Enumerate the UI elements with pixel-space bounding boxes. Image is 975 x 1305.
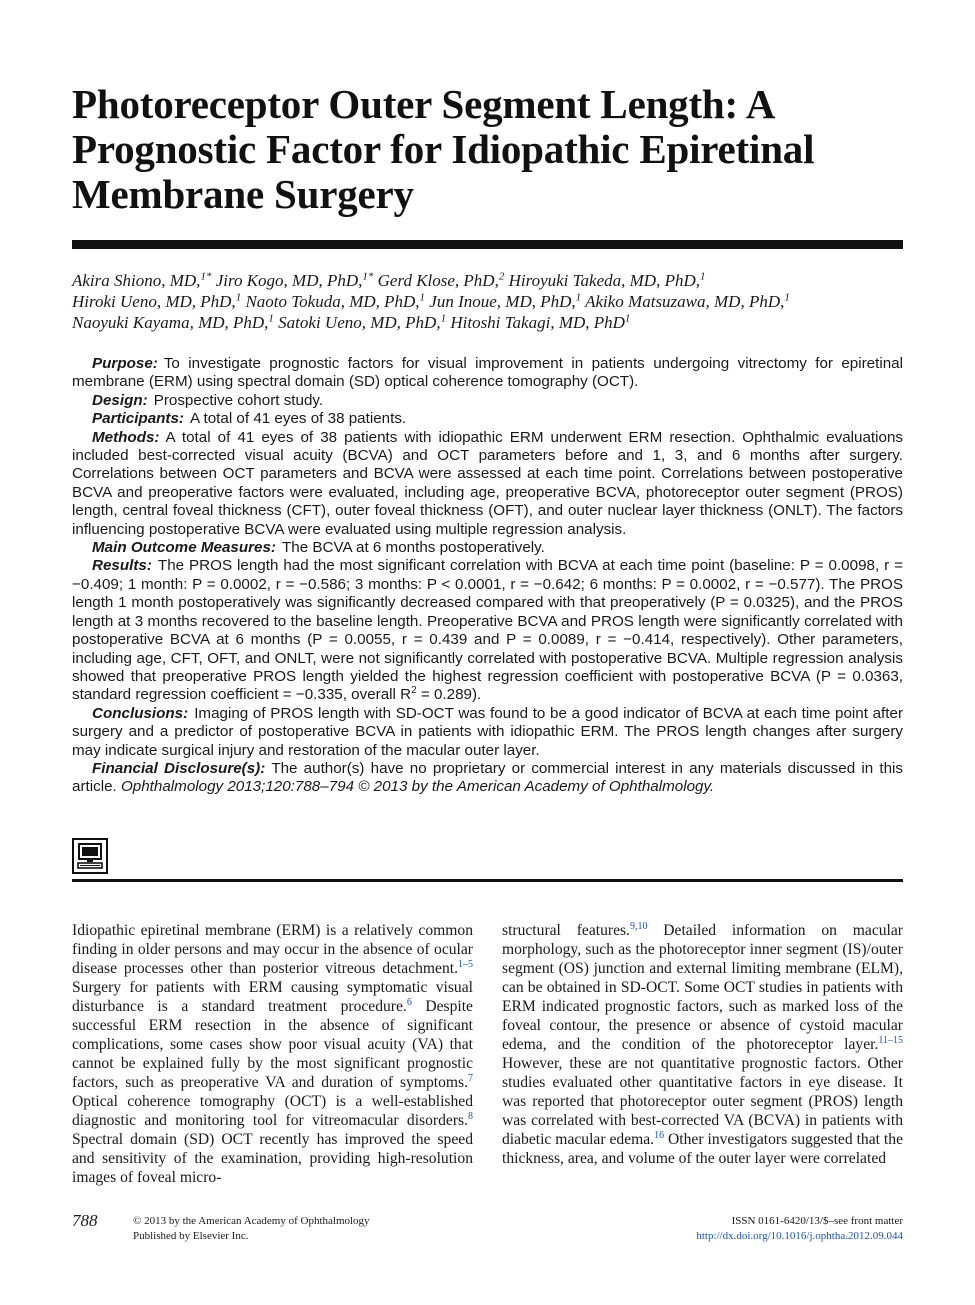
abstract-purpose: [72, 355, 903, 392]
main-outcome-label: Main Outcome Measures:: [92, 539, 276, 557]
body-column-left: [72, 921, 473, 1187]
author-affiliation-mark: 1: [624, 312, 631, 325]
author-name: Hiroki Ueno, MD, PhD,: [72, 292, 236, 311]
author-name: Hitoshi Takagi, MD, PhD: [450, 313, 625, 332]
journal-citation: Ophthalmology 2013;120:788–794 © 2013 by the American Academy of Ophthalmology.: [120, 778, 715, 796]
footer-copyright: [133, 1214, 370, 1244]
doi-link[interactable]: http://dx.doi.org/10.1016/j.ophtha.2012.09.044: [696, 1230, 903, 1242]
citation-ref[interactable]: 8: [468, 1110, 473, 1122]
purpose-text: To investigate prognostic factors for visual improvement in patients undergoing vitrectomy for epiretinal membrane (ERM) using spectral domain (SD) optical coherence tomography (OCT).: [72, 355, 903, 391]
computer-monitor-icon[interactable]: [72, 838, 108, 874]
issn-line: ISSN 0161-6420/13/$–see front matter: [731, 1215, 903, 1227]
body-text: structural features.: [502, 922, 630, 939]
author-affiliation-mark: 1: [699, 270, 706, 283]
intro-paragraph-continued: [502, 921, 903, 1168]
author-affiliation-mark: 1: [268, 312, 274, 325]
body-text: However, these are not quantitative prognostic factors. Other studies evaluated other quantitative factors in eye disease. It was reported that photoreceptor outer segment (PROS) length was correlated with best-corrected VA (BCVA) in patients with diabetic macular edema.: [502, 1055, 903, 1148]
body-text: Other investigators suggested that the thickness, area, and volume of the outer layer were correlated: [502, 1131, 903, 1167]
article-title: Photoreceptor Outer Segment Length: A Prognostic Factor for Idiopathic Epiretinal Membrane Surgery: [72, 81, 815, 217]
author-name: Jun Inoue, MD, PhD,: [429, 292, 576, 311]
author-affiliation-mark: 1: [419, 291, 426, 304]
results-label: Results:: [92, 557, 152, 575]
design-label: Design:: [92, 391, 148, 409]
body-text: Surgery for patients with ERM causing symptomatic visual disturbance is a standard treatment procedure.: [72, 979, 473, 1015]
author-name: Akiko Matsuzawa, MD, PhD,: [585, 292, 785, 311]
citation-ref[interactable]: 6: [406, 996, 412, 1008]
abstract-results: [72, 557, 903, 704]
purpose-label: Purpose:: [92, 355, 158, 372]
r-squared-superscript: 2: [411, 685, 417, 697]
author-list: [72, 270, 912, 333]
author-name: Naoto Tokuda, MD, PhD,: [245, 292, 420, 311]
citation-ref[interactable]: 1–5: [458, 958, 473, 970]
author-affiliation-mark: 1: [235, 291, 242, 304]
methods-label: Methods:: [92, 428, 160, 446]
author-name: Naoyuki Kayama, MD, PhD,: [72, 313, 269, 332]
citation-ref[interactable]: 9,10: [629, 920, 648, 932]
results-text: The PROS length had the most significant correlation with BCVA at each time point (baseline: P = 0.0098, r = −0.409; 1 month: P = 0.0002, r = −0.586; 3 months: P < 0.0001, r = −0.642; 6 months: P = 0.0002, r = −0.577). The PROS length 1 month postoperatively was significantly decreased compared with that preoperatively (P = 0.0325), and the PROS length at 3 months recovered to the baseline length. Preoperative BCVA and PROS length were significantly correlated with postoperative BCVA at 6 months (P = 0.0055, r = 0.439 and P = 0.0089, r = −0.414, respectively). Other parameters, including age, CFT, OFT, and ONLT, were not significantly correlated with postoperative BCVA. Multiple regression analysis showed that preoperative PROS length yielded the highest regression coefficient with postoperative BCVA (P = 0.0363, standard regression coefficient = −0.335, overall R: [72, 557, 903, 704]
author-line: [72, 270, 912, 291]
participants-text: A total of 41 eyes of 38 patients.: [190, 410, 407, 428]
author-affiliation-mark: 2: [498, 270, 505, 283]
body-divider: [72, 879, 903, 882]
body-text: Despite successful ERM resection in the absence of significant complications, some cases show poor visual acuity (VA) that cannot be explained fully by the most significant prognostic factors, such as preoperative VA and duration of symptoms.: [72, 998, 473, 1091]
author-affiliation-mark: 1: [440, 312, 447, 325]
conclusions-text: Imaging of PROS length with SD-OCT was found to be a good indicator of BCVA at each time point after surgery and a predictor of postoperative BCVA in patients with idiopathic ERM. The PROS length changes after surgery may indicate surgical injury and restoration of the macular outer layer.: [72, 704, 903, 759]
title-divider: [72, 240, 903, 249]
abstract-design: [72, 392, 903, 410]
author-affiliation-mark: 1*: [362, 270, 374, 283]
author-name: Akira Shiono, MD,: [72, 271, 201, 290]
author-affiliation-mark: 1: [784, 291, 790, 304]
abstract-financial: [72, 760, 903, 797]
methods-text: A total of 41 eyes of 38 patients with idiopathic ERM underwent ERM resection. Ophthalmic evaluations included best-corrected visual acuity (BCVA) and OCT parameters before and 1, 3, and 6 months after surgery. Correlations between OCT parameters and BCVA were assessed at each time point. Correlations between postoperative BCVA and preoperative factors were evaluated, including age, preoperative BCVA, photoreceptor outer segment (PROS) length, central foveal thickness (CFT), outer foveal thickness (OFT), and outer nuclear layer thickness (ONLT). The factors influencing postoperative BCVA were evaluated using multiple regression analysis.: [72, 428, 903, 538]
author-line: [72, 312, 912, 333]
abstract: [72, 355, 903, 797]
author-affiliation-mark: 1*: [200, 270, 212, 283]
citation-ref[interactable]: 16: [654, 1129, 665, 1141]
body-text: Spectral domain (SD) OCT recently has improved the speed and sensitivity of the examination, providing high-resolution images of foveal micro-: [72, 1131, 473, 1186]
citation-ref[interactable]: 11–15: [878, 1034, 903, 1046]
publisher-line: Published by Elsevier Inc.: [133, 1230, 249, 1242]
citation-ref[interactable]: 7: [468, 1072, 473, 1084]
main-outcome-text: The BCVA at 6 months postoperatively.: [282, 539, 545, 557]
author-name: Gerd Klose, PhD,: [377, 271, 499, 290]
intro-paragraph: [72, 921, 473, 1187]
body-text: Detailed information on macular morphology, such as the photoreceptor inner segment (IS)/outer segment (OS) junction and external limiting membrane (ELM), can be obtained in SD-OCT. Some OCT studies in patients with ERM indicated prognostic factors, such as marked loss of the foveal contour, the presence or absence of cystoid macular edema, and the condition of the photoreceptor layer.: [502, 922, 903, 1053]
participants-label: Participants:: [92, 410, 184, 428]
abstract-methods: [72, 429, 903, 539]
copyright-line: © 2013 by the American Academy of Ophthalmology: [133, 1215, 370, 1227]
body-text: Idiopathic epiretinal membrane (ERM) is a relatively common finding in older persons and may occur in the absence of ocular disease processes other than posterior vitreous detachment.: [72, 922, 473, 977]
author-name: Satoki Ueno, MD, PhD,: [278, 313, 441, 332]
author-name: Hiroyuki Takeda, MD, PhD,: [508, 271, 700, 290]
body-column-right: [502, 921, 903, 1168]
design-text: Prospective cohort study.: [153, 391, 324, 409]
footer-issn-doi: [696, 1214, 903, 1244]
author-affiliation-mark: 1: [575, 291, 582, 304]
results-text-end: = 0.289).: [416, 686, 482, 704]
abstract-participants: [72, 410, 903, 428]
financial-label: Financial Disclosure(s):: [92, 759, 266, 777]
author-line: [72, 291, 912, 312]
page-number: 788: [72, 1211, 98, 1230]
body-text: Optical coherence tomography (OCT) is a well-established diagnostic and monitoring tool for vitreomacular disorders.: [72, 1093, 473, 1129]
abstract-conclusions: [72, 705, 903, 760]
author-name: Jiro Kogo, MD, PhD,: [215, 271, 363, 290]
financial-text: The author(s) have no proprietary or commercial interest in any materials discussed in this article.: [72, 759, 904, 796]
conclusions-label: Conclusions:: [92, 704, 189, 722]
abstract-main-outcome: [72, 539, 903, 557]
